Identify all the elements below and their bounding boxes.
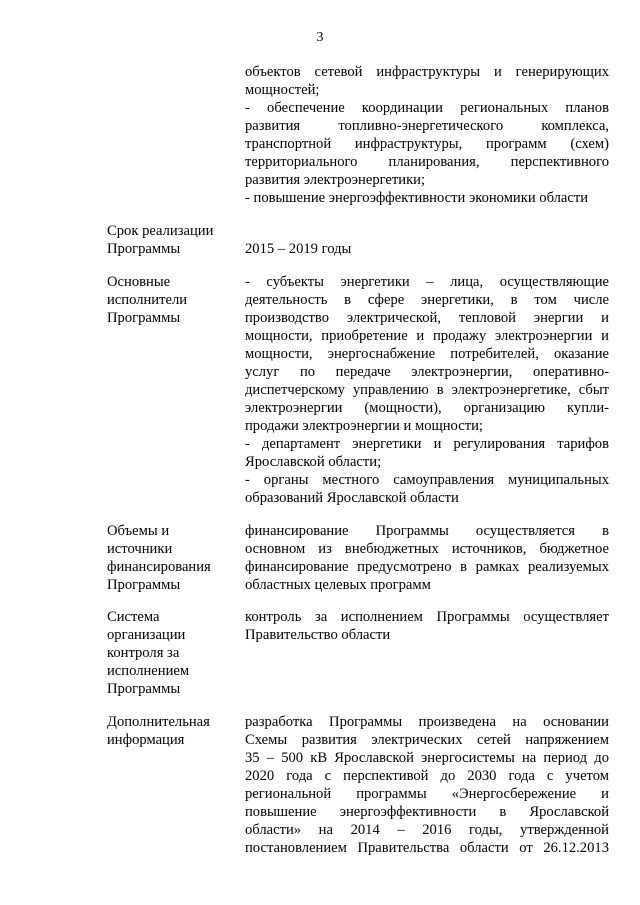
additional-line: области» на 2014 – 2016 годы, утвержденной — [245, 822, 609, 838]
executors-line: - органы местного самоуправления муниципальных — [245, 472, 609, 488]
additional-line: повышение энергоэффективности в Ярославской — [245, 804, 609, 820]
term-label: Программы — [107, 241, 181, 257]
executors-label: Программы — [107, 310, 181, 326]
continuation-line: - обеспечение координации региональных планов — [245, 100, 609, 116]
additional-label: информация — [107, 732, 185, 748]
funding-label: финансирования — [107, 559, 211, 575]
funding-label: источники — [107, 541, 173, 557]
control-label: Программы — [107, 681, 181, 697]
executors-line: мощности, энергоснабжение потребителей, оказание — [245, 346, 609, 362]
executors-line: электроэнергии (мощности), организацию купли- — [245, 400, 609, 416]
continuation-line: территориального планирования, перспективного — [245, 154, 609, 170]
funding-label: Программы — [107, 577, 181, 593]
additional-line: разработка Программы произведена на основании — [245, 714, 609, 730]
executors-line: деятельность в сфере энергетики, в том числе — [245, 292, 609, 308]
executors-label: исполнители — [107, 292, 188, 308]
executors-line: услуг по передаче электроэнергии, оперативно- — [245, 364, 609, 380]
control-label: Система — [107, 609, 160, 625]
executors-line: Ярославской области; — [245, 454, 382, 470]
executors-label: Основные — [107, 274, 171, 290]
executors-line: образований Ярославской области — [245, 490, 459, 506]
funding-line: основном из внебюджетных источников, бюджетное — [245, 541, 609, 557]
additional-label: Дополнительная — [107, 714, 210, 730]
executors-line: производство электрической, тепловой энергии и — [245, 310, 609, 326]
page-number: 3 — [316, 30, 324, 45]
continuation-line: развития электроэнергетики; — [245, 172, 426, 188]
continuation-line: транспортной инфраструктуры, программ (схем) — [245, 136, 609, 152]
control-label: организации — [107, 627, 186, 643]
term-label: Срок реализации — [107, 223, 214, 239]
funding-line: областных целевых программ — [245, 577, 431, 593]
funding-line: финансирование предусмотрено в рамках реализуемых — [245, 559, 609, 575]
continuation-line: объектов сетевой инфраструктуры и генерирующих — [245, 64, 609, 80]
control-label: контроля за — [107, 645, 180, 661]
term-value: 2015 – 2019 годы — [245, 241, 352, 257]
additional-line: региональной программы «Энергосбережение и — [245, 786, 609, 802]
funding-label: Объемы и — [107, 523, 170, 539]
executors-line: - субъекты энергетики – лица, осуществляющие — [245, 274, 609, 290]
additional-line: постановлением Правительства области от 26.12.2013 — [245, 840, 609, 856]
continuation-line: развития топливно-энергетического комплекса, — [245, 118, 609, 134]
executors-line: диспетчерскому управлению в электроэнергетике, сбыт — [245, 382, 609, 398]
executors-line: продажи электроэнергии и мощности; — [245, 418, 483, 434]
control-label: исполнением — [107, 663, 190, 679]
continuation-line: мощностей; — [245, 82, 320, 98]
additional-line: Схемы развития электрических сетей напряжением — [245, 732, 609, 748]
continuation-line: - повышение энергоэффективности экономики области — [245, 190, 589, 206]
executors-line: мощности, приобретение и продажу электроэнергии и — [245, 328, 609, 344]
funding-line: финансирование Программы осуществляется в — [245, 523, 609, 539]
executors-line: - департамент энергетики и регулирования тарифов — [245, 436, 609, 452]
additional-line: 35 – 500 кВ Ярославской энергосистемы на период до — [245, 750, 609, 766]
control-line: Правительство области — [245, 627, 391, 643]
additional-line: 2020 года с перспективой до 2030 года с учетом — [245, 768, 609, 784]
control-line: контроль за исполнением Программы осуществляет — [245, 609, 609, 625]
